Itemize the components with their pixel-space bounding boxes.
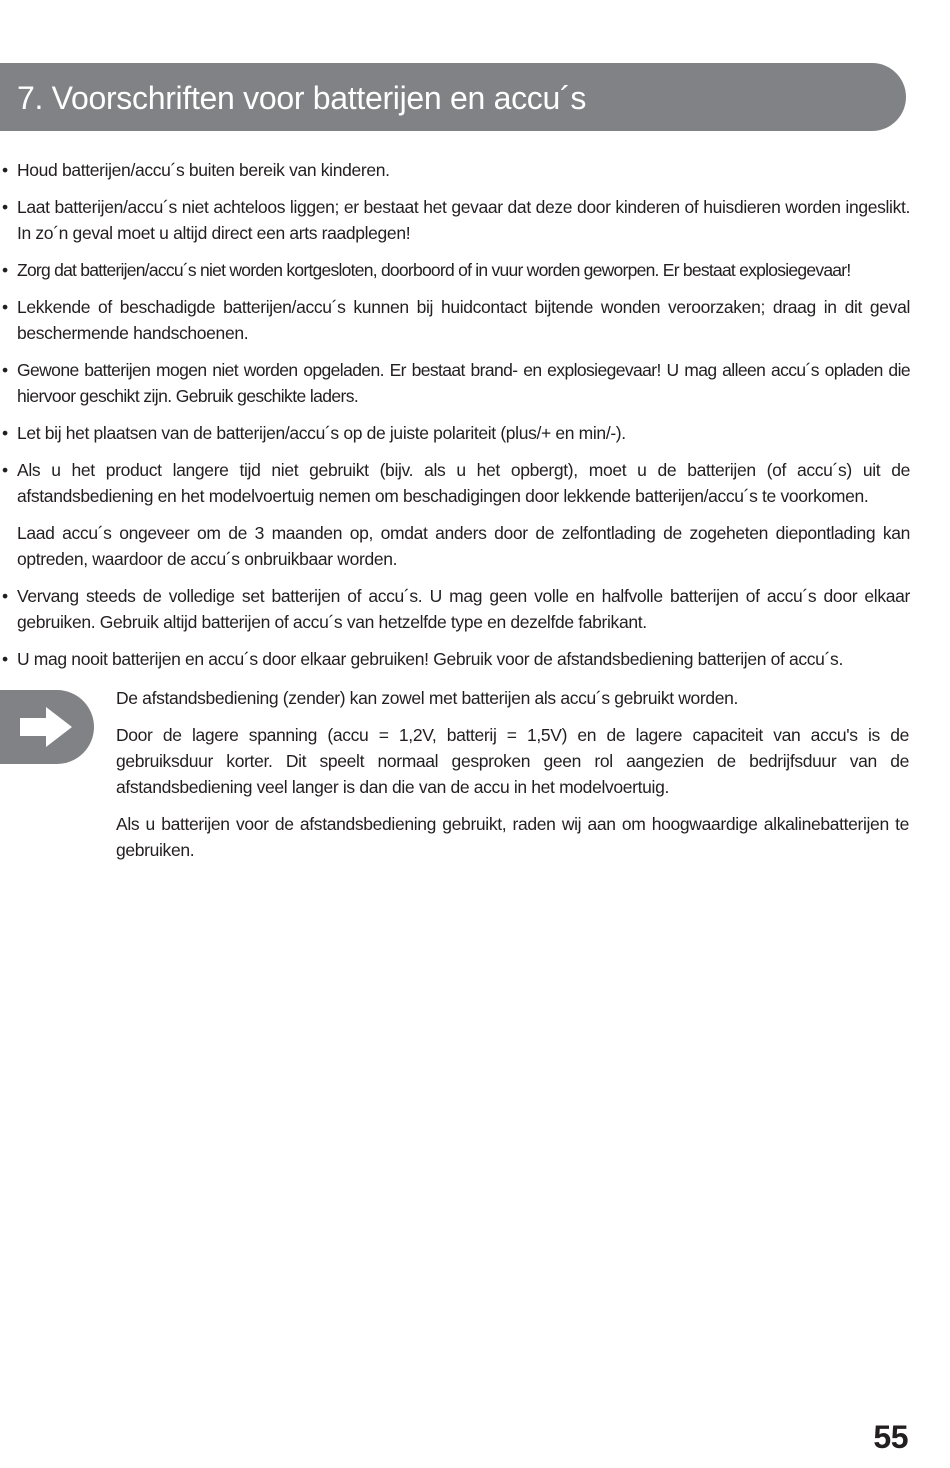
list-item-text: Let bij het plaatsen van de batterijen/accu´s op de juiste polariteit (plus/+ en min/-). bbox=[17, 423, 626, 443]
battery-rules-list bbox=[0, 157, 910, 683]
bullet-marker: • bbox=[2, 360, 8, 380]
bullet-marker: • bbox=[2, 460, 8, 480]
list-item-text: U mag nooit batterijen en accu´s door elkaar gebruiken! Gebruik voor de afstandsbediening batterijen of accu´s. bbox=[17, 649, 843, 669]
arrow-right-icon bbox=[0, 690, 94, 764]
bullet-marker: • bbox=[2, 297, 8, 317]
list-item-text: Laat batterijen/accu´s niet achteloos liggen; er bestaat het gevaar dat deze door kinderen of huisdieren worden ingeslikt. In zo´n geval moet u altijd direct een arts raadplegen! bbox=[17, 197, 910, 243]
bullet-marker: • bbox=[2, 260, 8, 280]
note-paragraph: Als u batterijen voor de afstandsbediening gebruikt, raden wij aan om hoogwaardige alkalinebatterijen te gebruiken. bbox=[116, 814, 909, 860]
bullet-marker: • bbox=[2, 649, 8, 669]
list-item-text: Vervang steeds de volledige set batterijen of accu´s. U mag geen volle en halfvolle batterijen of accu´s door elkaar gebruiken. Gebruik altijd batterijen of accu´s van hetzelfde type en dezelfde fabrikant. bbox=[17, 586, 910, 632]
note-paragraph: Door de lagere spanning (accu = 1,2V, batterij = 1,5V) en de lagere capaciteit van accu's is de gebruiksduur korter. Dit speelt normaal gesproken geen rol aangezien de bedrijfsduur van de afstandsbediening veel langer is dan die van de accu in het modelvoertuig. bbox=[116, 725, 909, 797]
list-item-text: Als u het product langere tijd niet gebruikt (bijv. als u het opbergt), moet u de batterijen (of accu´s) uit de afstandsbediening en het modelvoertuig nemen om beschadigingen door lekkende batterijen/accu´s te voorkomen. bbox=[17, 460, 910, 506]
list-item-text: Lekkende of beschadigde batterijen/accu´s kunnen bij huidcontact bijtende wonden veroorzaken; draag in dit geval beschermende handschoenen. bbox=[17, 297, 910, 343]
list-item bbox=[0, 420, 910, 446]
bullet-marker: • bbox=[2, 197, 8, 217]
page-number: 55 bbox=[873, 1419, 908, 1455]
list-item bbox=[0, 583, 910, 635]
list-item bbox=[0, 357, 910, 409]
list-item bbox=[0, 457, 910, 509]
list-item-text: Houd batterijen/accu´s buiten bereik van kinderen. bbox=[17, 160, 390, 180]
indented-paragraph: Laad accu´s ongeveer om de 3 maanden op, omdat anders door de zelfontlading de zogeheten diepontlading kan optreden, waardoor de accu´s onbruikbaar worden. bbox=[17, 523, 910, 569]
section-title: 7. Voorschriften voor batterijen en accu´s bbox=[17, 80, 587, 116]
list-item bbox=[0, 157, 910, 183]
list-item-text: Zorg dat batterijen/accu´s niet worden kortgesloten, doorboord of in vuur worden geworpen. Er bestaat explosiegevaar! bbox=[17, 260, 851, 280]
list-item bbox=[0, 294, 910, 346]
indented-paragraph-item bbox=[0, 520, 910, 572]
list-item bbox=[0, 194, 910, 246]
bullet-marker: • bbox=[2, 586, 8, 606]
note-paragraph: De afstandsbediening (zender) kan zowel met batterijen als accu´s gebruikt worden. bbox=[116, 688, 739, 708]
list-item-text: Gewone batterijen mogen niet worden opgeladen. Er bestaat brand- en explosiegevaar! U mag alleen accu´s opladen die hiervoor geschikt zijn. Gebruik geschikte laders. bbox=[17, 360, 910, 406]
list-item bbox=[0, 257, 910, 283]
bullet-marker: • bbox=[2, 160, 8, 180]
bullet-marker: • bbox=[2, 423, 8, 443]
note-block bbox=[116, 685, 909, 874]
list-item bbox=[0, 646, 910, 672]
